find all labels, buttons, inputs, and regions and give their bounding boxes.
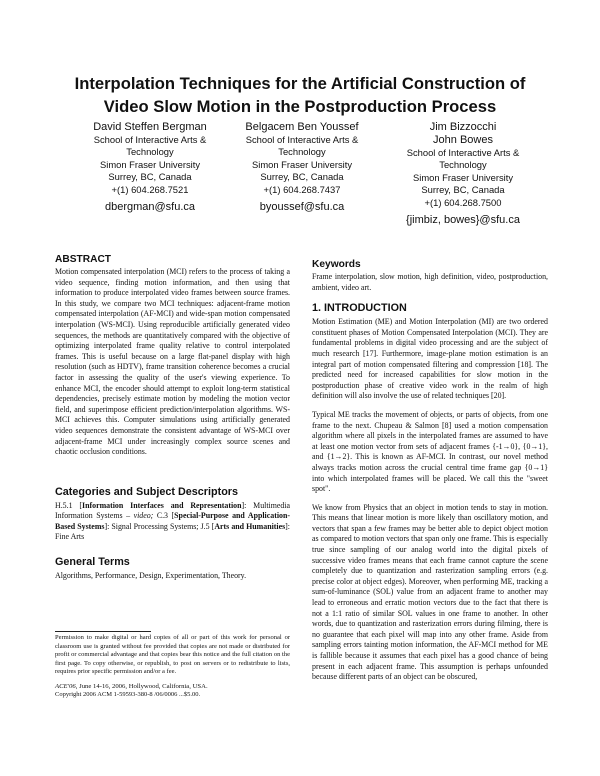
title-line-2: Video Slow Motion in the Postproduction Process: [103, 97, 497, 116]
author-affiliation-line: School of Interactive Arts &: [93, 134, 207, 145]
author-name: Belgacem Ben Youssef: [245, 121, 359, 133]
author-affiliation-line: Technology: [278, 146, 326, 158]
author-phone: +(1) 604.268.7437: [263, 183, 341, 195]
abstract-text: Motion compensated interpolation (MCI) refers to the process of taking a video sequence, finding motion information, and then using that information to produce interpolated video frames between source frames. In this study, we compare two MCI techniques: adjacent-frame motion compensated interpolation (AF-MCI) and wide-span motion compensated interpolation (WS-MCI). Using reproducible artificially generated video sequences, the methods are quantitatively compared with the objective of optimizing interpolated frame quality relative to control interpolated frames. This is useful because on a large flat-panel display with high resolution (such as HDTV), frame transition coherence becomes a crucial factor in assessing the quality of the user's viewing experience. To enhance MCI, the encoder should attempt to exploit long-term statistical dependencies, precisely estimate motion by modeling the motion vector field, and superimpose efficient prediction/interpolation algorithms. WS-MCI achieves this. Computer simulations using artificially generated video sequences demonstrate the consistent advantage of WS-MCI over adjacent-frame MCI under increasingly complex source scenes and chaotic occlusion conditions.: [55, 267, 290, 457]
permission-footer: [55, 631, 290, 700]
author-email[interactable]: byoussef@sfu.ca: [259, 201, 345, 214]
author-affiliation-line: Technology: [126, 146, 174, 158]
abstract-heading: ABSTRACT: [55, 254, 112, 265]
author-affiliation-line: Surrey, BC, Canada: [421, 184, 505, 196]
title-line-1: Interpolation Techniques for the Artificial Construction of: [74, 74, 526, 93]
introduction-heading: 1. INTRODUCTION: [312, 302, 407, 315]
keywords-heading: Keywords: [312, 259, 361, 270]
author-affiliation-line: Technology: [439, 159, 487, 171]
copyright-line: Copyright 2006 ACM 1-59593-380-8 /06/0006 ...$5.00.: [55, 691, 201, 698]
left-column: [55, 254, 290, 582]
intro-paragraph-2: Typical ME tracks the movement of objects, or parts of objects, from one frame to the next. Chupeau & Salmon [8] used a motion compensation algorithm where all pixels in the interpolated frames are assumed to have at least one motion vector from sets of adjacent frames {-1→0}, {0→1}, and {1→2}. This is known as AF-MCI. In contrast, our novel method always tracks motion across the crucial central time frame gap {0→1} into which interpolated frames will be placed. We call this the "sweet spot".: [312, 409, 548, 494]
intro-paragraph-3: We know from Physics that an object in motion tends to stay in motion. This means that linear motion is more likely than oscillatory motion, and vectors that span a few frames may be better able to depict object motion as compared to motion vectors that span only one frame. This is especially true since sampling of our analog world into the digital pixels of successive video frames means that each frame cannot capture the scene completely due to quantization and rasterization sampling errors (e.g. precise color at object edges). Moreover, when performing ME, tracking a sum-of-luminance (SOL) value from an adjacent frame to another may lead to erroneous and erratic motion vectors due to the fact that there is not a 1:1 ratio of similar SOL values in one frame to another. In other words, due to quantization and rasterization errors during filming, there is no guarantee that each pixel will map into any other frame. Aside from sampling errors tainting motion information, the AF-MCI method for ME is fallible because it assumes that each pixel has a good chance of being present in each adjacent frame. This assumption is perhaps unfounded because different parts of an object can be obscured,: [312, 502, 548, 682]
author-name: David Steffen Bergman: [93, 121, 207, 133]
author-block-1: [68, 121, 232, 213]
author-affiliation-line: School of Interactive Arts &: [245, 134, 359, 145]
general-terms-heading: General Terms: [55, 556, 130, 569]
author-name-2: John Bowes: [433, 134, 493, 146]
venue-line: ACE'06, June 14-16, 2006, Hollywood, California, USA.: [55, 682, 208, 690]
intro-paragraph-1: Motion Estimation (ME) and Motion Interpolation (MI) are two ordered constituent phases of Motion Compensated Interpolation (MCI). They are fundamental problems in digital video processing and are the subject of much research [17]. Furthermore, image-plane motion estimation is an integral part of motion compensated filtering and compression [18]. The predicted need for increased capabilities for slow motion in the postproduction phase of creative video work in the realm of high definition will also involve the use of related techniques [20].: [312, 317, 548, 401]
author-affiliation-line: Simon Fraser University: [251, 158, 353, 170]
author-block-3: [381, 121, 545, 226]
author-phone: +(1) 604.268.7521: [111, 183, 189, 195]
author-phone: +(1) 604.268.7500: [424, 196, 502, 208]
permission-text: Permission to make digital or hard copies of all or part of this work for personal or classroom use is granted without fee provided that copies are not made or distributed for profit or commercial advantage and that copies bear this notice and the full citation on the first page. To copy otherwise, or republish, to post on servers or to redistribute to lists, requires prior specific permission and/or a fee.: [55, 634, 290, 675]
author-affiliation-line: Surrey, BC, Canada: [108, 171, 192, 183]
author-name: Jim Bizzocchi: [429, 121, 497, 133]
general-terms-text: Algorithms, Performance, Design, Experimentation, Theory.: [55, 571, 247, 581]
footer-rule: [55, 631, 151, 632]
author-affiliation-line: Simon Fraser University: [99, 158, 201, 170]
author-email[interactable]: dbergman@sfu.ca: [104, 201, 196, 214]
author-affiliation-line: School of Interactive Arts &: [406, 147, 520, 158]
keywords-text: Frame interpolation, slow motion, high definition, video, postproduction, ambient, video art.: [312, 272, 548, 292]
author-affiliation-line: Surrey, BC, Canada: [260, 171, 344, 183]
categories-heading: Categories and Subject Descriptors: [55, 485, 238, 498]
author-affiliation-line: Simon Fraser University: [412, 171, 514, 183]
author-email[interactable]: {jimbiz, bowes}@sfu.ca: [406, 214, 520, 227]
categories-text: H.5.1 [Information Interfaces and Representation]: Multimedia Information Systems – video; C.3 [Special-Purpose and Application-Based Systems]: Signal Processing Systems; J.5 [Arts and Humanities]: Fine Arts: [55, 500, 290, 542]
paper-title: [30, 72, 570, 118]
right-column: [312, 259, 548, 683]
author-block-2: [220, 121, 384, 213]
